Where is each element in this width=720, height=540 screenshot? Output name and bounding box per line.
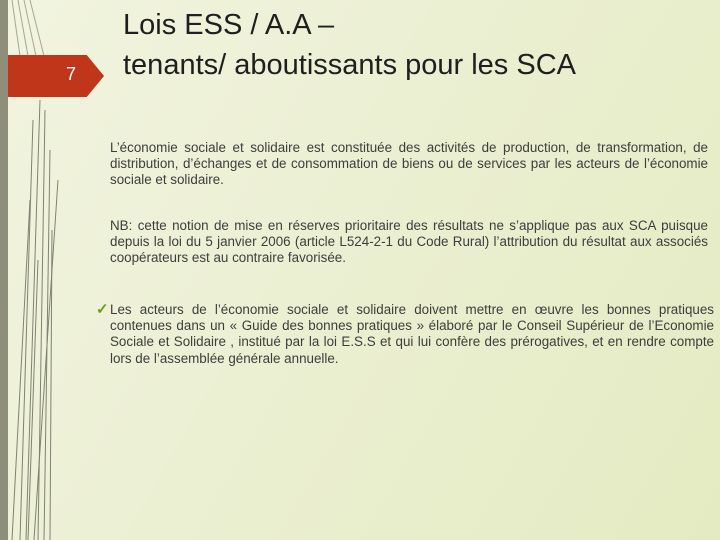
slide-number: 7 xyxy=(66,64,77,84)
title-line-2: tenants/ aboutissants pour les SCA xyxy=(123,49,576,81)
paragraph-note: NB: cette notion de mise en réserves prioritaire des résultats ne s’applique pas aux SCA puisque depuis la loi du 5 janvier 2006 (article L524-2-1 du Code Rural) l’attribution du résultat aux associés coopérateurs est au contraire favorisée. xyxy=(110,218,708,266)
title-line-1: Lois ESS / A.A – xyxy=(123,9,335,41)
check-icon: ✓ xyxy=(96,301,109,318)
slide-number-tab xyxy=(8,55,104,97)
slide-title xyxy=(123,5,683,85)
paragraph-definition: L’économie sociale et solidaire est constituée des activités de production, de transformation, de distribution, d’échanges et de consommation de biens ou de services par les acteurs de l’économie sociale et solidaire. xyxy=(110,140,708,188)
paragraph-good-practices: Les acteurs de l’économie sociale et solidaire doivent mettre en œuvre les bonnes pratiques contenues dans un « Guide des bonnes pratiques » élaboré par le Conseil Supérieur de l’Economie Sociale et Solidaire , institué par la loi E.S.S et qui lui confère des prérogatives, et en rendre compte lors de l’assemblée générale annuelle. xyxy=(110,302,714,366)
